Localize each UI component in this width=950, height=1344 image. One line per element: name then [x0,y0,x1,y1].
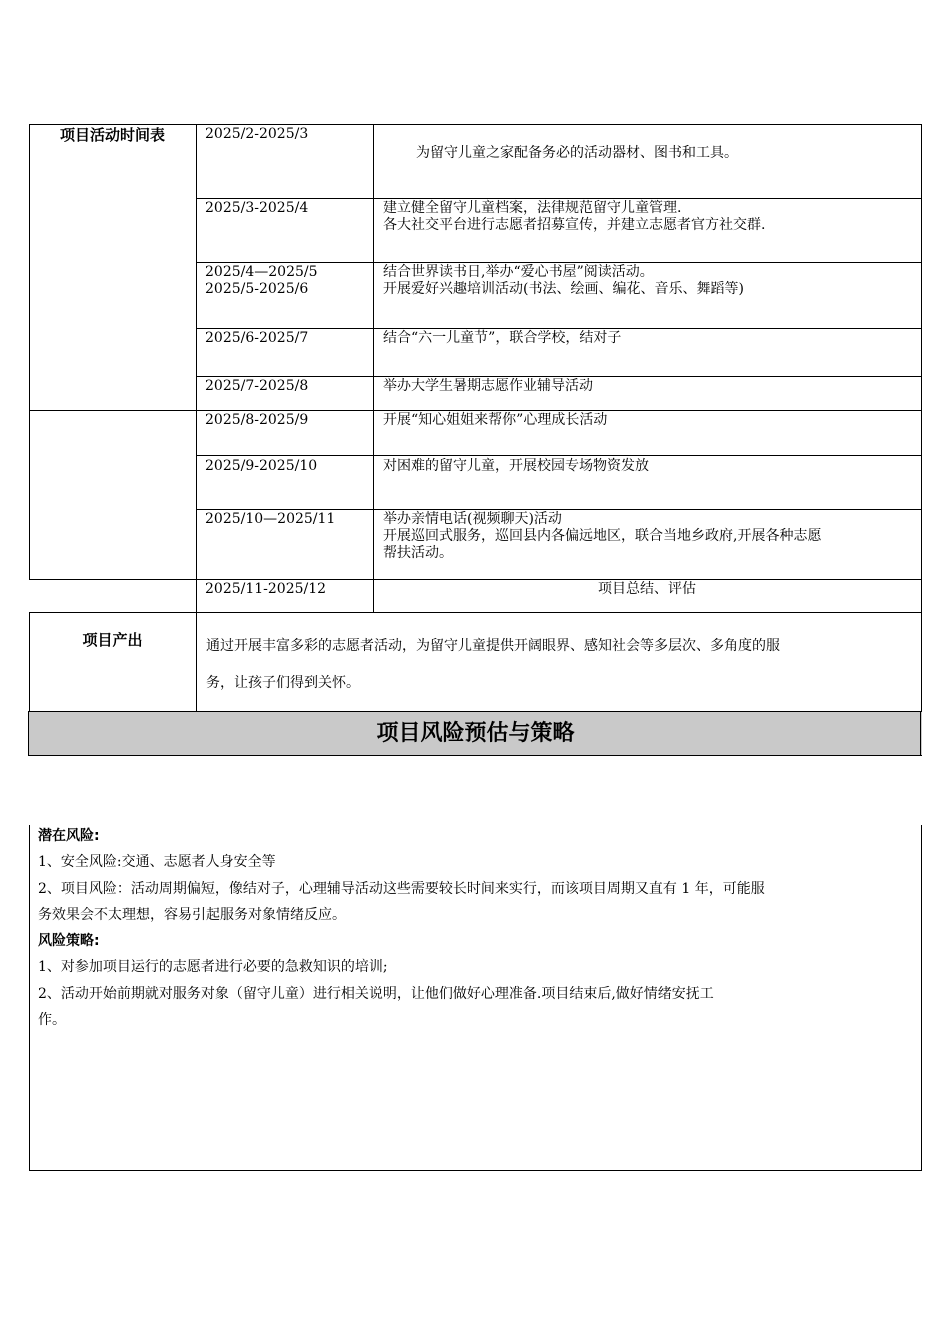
schedule-date: 2025/4—2025/5 2025/5-2025/6 [205,264,318,297]
risk-strategy-item: 2、活动开始前期就对服务对象（留守儿童）进行相关说明，让他们做好心理准备.项目结束后,做好情绪安抚工 [38,985,714,1002]
schedule-date: 2025/10—2025/11 [205,511,336,527]
potential-risk-item: 务效果会不太理想，容易引起服务对象情绪反应。 [38,906,346,923]
risk-content [38,823,918,1033]
schedule-date: 2025/7-2025/8 [205,378,309,394]
risk-strategy-heading: 风险策略: [38,933,100,950]
schedule-desc: 结合世界读书日,举办“爱心书屋”阅读活动。 开展爱好兴趣培训活动(书法、绘画、编花、音乐、舞蹈等) [383,264,744,297]
schedule-desc: 对困难的留守儿童，开展校园专场物资发放 [383,458,649,474]
schedule-desc: 建立健全留守儿童档案，法律规范留守儿童管理. 各大社交平台进行志愿者招募宣传，并建立志愿者官方社交群. [383,200,766,233]
potential-risk-item: 2、项目风险：活动周期偏短，像结对子，心理辅导活动这些需要较长时间来实行，而该项目周期又直有 1 年，可能服 [38,880,765,897]
potential-risk-item: 1、安全风险:交通、志愿者人身安全等 [38,854,276,871]
risk-title-band [29,711,922,756]
schedule-desc: 项目总结、评估 [598,581,696,597]
potential-risk-heading: 潜在风险: [38,828,100,844]
risk-strategy-item: 作。 [38,1012,66,1029]
risk-title: 项目风险预估与策略 [376,721,575,746]
schedule-desc: 举办亲情电话(视频聊天)活动 开展巡回式服务，巡回县内各偏远地区，联合当地乡政府,开展各种志愿 帮扶活动。 [383,511,822,561]
schedule-desc: 结合“六一儿童节”，联合学校，结对子 [383,330,622,346]
schedule-date: 2025/2-2025/3 [205,126,309,142]
risk-strategy-item: 1、对参加项目运行的志愿者进行必要的急救知识的培训; [38,959,388,976]
schedule-date: 2025/8-2025/9 [205,412,309,428]
output-text: 通过开展丰富多彩的志愿者活动，为留守儿童提供开阔眼界、感知社会等多层次、多角度的服 务，让孩子们得到关怀。 [206,638,780,691]
schedule-date: 2025/9-2025/10 [205,458,318,474]
schedule-date: 2025/6-2025/7 [205,330,309,346]
schedule-desc: 举办大学生暑期志愿作业辅导活动 [383,378,593,394]
schedule-label: 项目活动时间表 [59,126,165,144]
output-label: 项目产出 [82,631,143,649]
schedule-date: 2025/11-2025/12 [205,581,327,597]
schedule-desc: 为留守儿童之家配备务必的活动器材、图书和工具。 [416,145,738,161]
schedule-date: 2025/3-2025/4 [205,200,309,216]
schedule-desc: 开展“知心姐姐来帮你”心理成长活动 [383,412,608,428]
